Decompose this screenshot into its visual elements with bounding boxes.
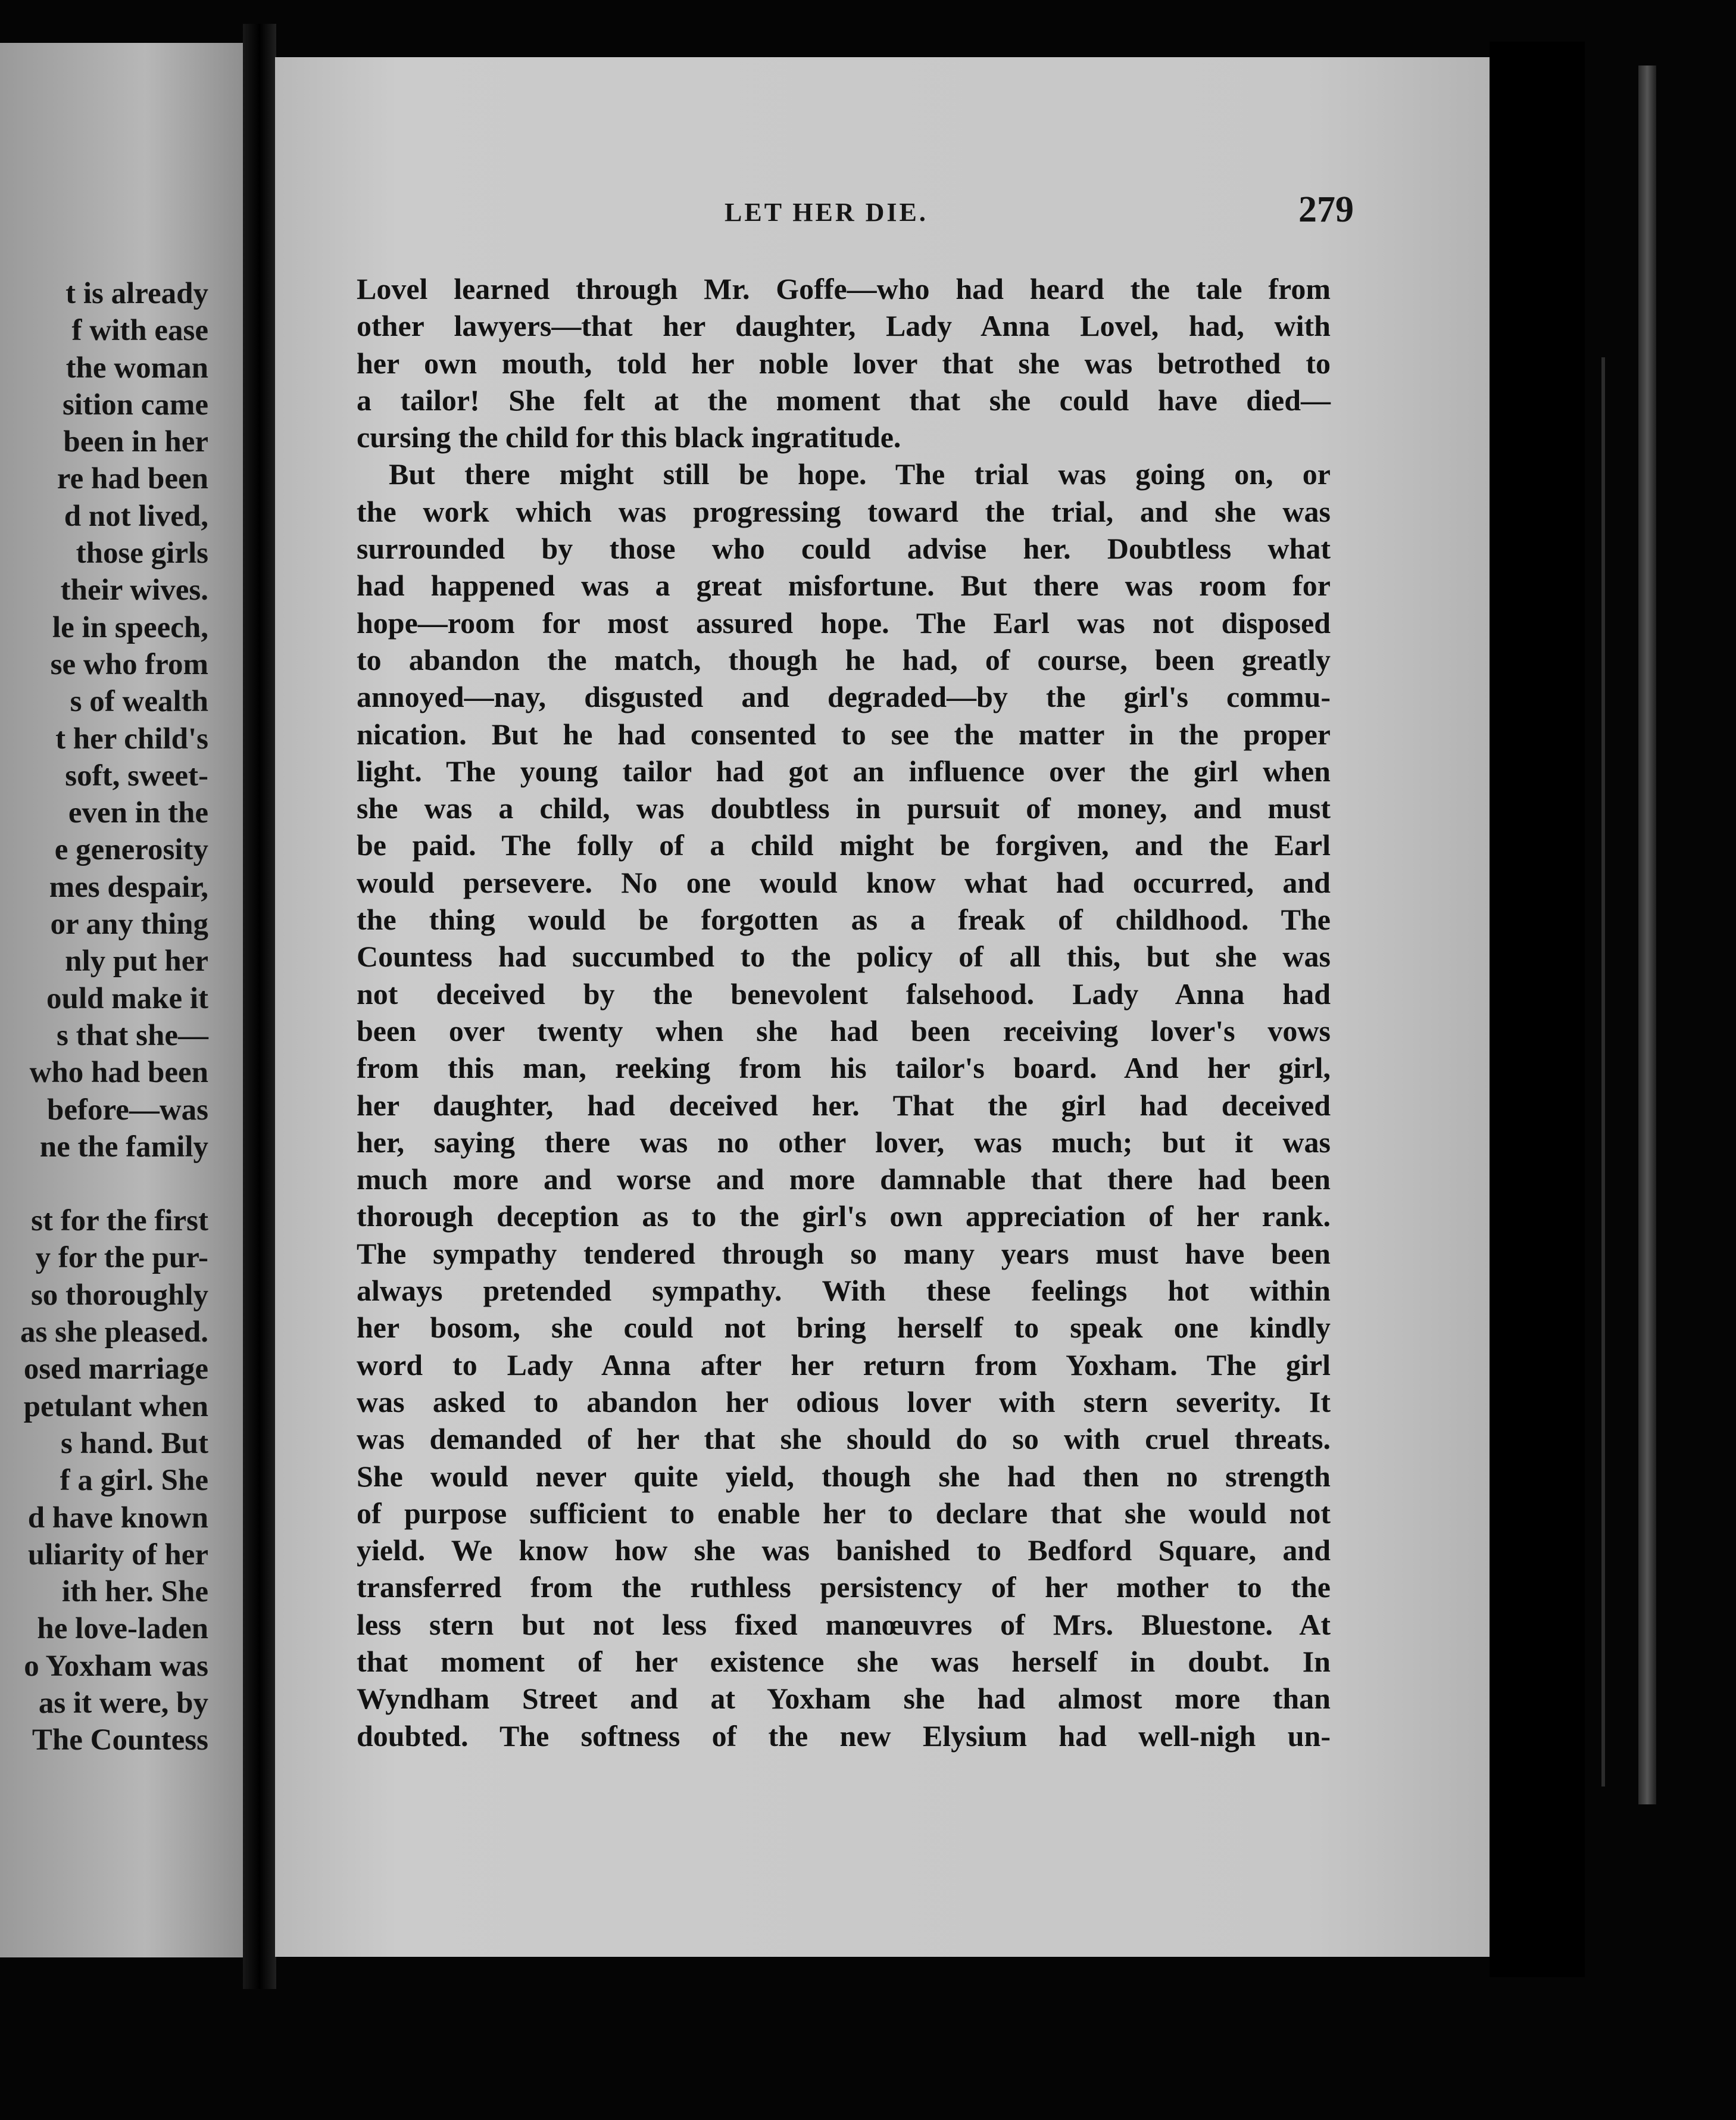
left-line: nly put her xyxy=(65,944,208,978)
text-line: other lawyers—that her daughter, Lady Anna Lovel, had, with xyxy=(357,309,1331,343)
left-line: the woman xyxy=(65,351,208,385)
text-line: light. The young tailor had got an influence over the girl when xyxy=(357,754,1331,788)
text-line: annoyed—nay, disgusted and degraded—by the girl's commu- xyxy=(357,680,1331,714)
book-gutter xyxy=(243,24,276,1989)
left-line: s of wealth xyxy=(70,685,208,719)
text-line: had happened was a great misfortune. But there was room for xyxy=(357,569,1331,603)
text-line: been over twenty when she had been receiving lover's vows xyxy=(357,1014,1331,1047)
text-line: The sympathy tendered through so many years must have been xyxy=(357,1236,1331,1270)
left-line: before—was xyxy=(46,1093,208,1127)
text-line: the thing would be forgotten as a freak of childhood. The xyxy=(357,903,1331,937)
text-line: yield. We know how she was banished to Bedford Square, and xyxy=(357,1533,1331,1567)
left-line: d not lived, xyxy=(64,499,208,533)
text-line: her bosom, she could not bring herself to speak one kindly xyxy=(357,1311,1331,1345)
left-line: as she pleased. xyxy=(20,1315,208,1349)
page-number: 279 xyxy=(1298,189,1354,230)
left-line: sition came xyxy=(62,388,208,422)
left-line: uliarity of her xyxy=(27,1538,208,1572)
left-line: soft, sweet- xyxy=(65,759,208,793)
text-line: always pretended sympathy. With these feelings hot within xyxy=(357,1274,1331,1308)
left-line: he love-laden xyxy=(37,1612,208,1646)
text-line: hope—room for most assured hope. The Earl was not disposed xyxy=(357,606,1331,640)
text-line: She would never quite yield, though she had then no strength xyxy=(357,1459,1331,1493)
left-line: d have known xyxy=(27,1501,208,1535)
left-line: or any thing xyxy=(50,908,208,941)
left-line: ne the family xyxy=(39,1130,208,1164)
text-line: much more and worse and more damnable that there had been xyxy=(357,1162,1331,1196)
left-line: petulant when xyxy=(23,1389,208,1423)
text-line: a tailor! She felt at the moment that she could have died— xyxy=(357,383,1331,417)
running-head: LET HER DIE. xyxy=(725,198,928,227)
left-line: ould make it xyxy=(46,981,208,1015)
text-line: would persevere. No one would know what had occurred, and xyxy=(357,865,1331,899)
right-margin-shadow xyxy=(1490,42,1585,1977)
text-line: thorough deception as to the girl's own appreciation of her rank. xyxy=(357,1199,1331,1233)
book-edge-strip xyxy=(1638,66,1656,1804)
left-line: s hand. But xyxy=(60,1426,208,1460)
text-line: was asked to abandon her odious lover with stern severity. It xyxy=(357,1385,1331,1418)
left-line: as it were, by xyxy=(38,1686,208,1720)
left-line: re had been xyxy=(57,462,208,496)
page-header xyxy=(275,189,1490,245)
left-page-fragment xyxy=(0,43,243,1957)
left-line: le in speech, xyxy=(52,610,208,644)
left-line: y for the pur- xyxy=(35,1241,208,1275)
left-line: their wives. xyxy=(60,573,208,607)
left-line: been in her xyxy=(63,425,208,459)
left-line: The Countess xyxy=(32,1723,208,1757)
text-line: was demanded of her that she should do so with cruel threats. xyxy=(357,1422,1331,1456)
left-line: t is already xyxy=(65,277,208,310)
text-line: not deceived by the benevolent falsehood. Lady Anna had xyxy=(357,977,1331,1011)
left-line: f a girl. She xyxy=(60,1464,208,1498)
text-line: to abandon the match, though he had, of course, been greatly xyxy=(357,643,1331,676)
text-line: doubted. The softness of the new Elysium had well-nigh un- xyxy=(357,1719,1331,1753)
left-page-text xyxy=(0,275,208,1759)
text-line: the work which was progressing toward the trial, and she was xyxy=(357,494,1331,528)
left-line: o Yoxham was xyxy=(24,1649,208,1683)
left-line: who had been xyxy=(29,1056,208,1090)
text-line: nication. But he had consented to see the matter in the proper xyxy=(357,717,1331,751)
right-page xyxy=(275,57,1490,1957)
text-line: she was a child, was doubtless in pursuit of money, and must xyxy=(357,791,1331,825)
body-text xyxy=(357,270,1331,1754)
text-line: Lovel learned through Mr. Goffe—who had heard the tale from xyxy=(357,272,1331,305)
text-line: be paid. The folly of a child might be forgiven, and the Earl xyxy=(357,828,1331,862)
text-line: less stern but not less fixed manœuvres of Mrs. Bluestone. At xyxy=(357,1607,1331,1641)
left-line: f with ease xyxy=(71,314,208,348)
text-line: But there might still be hope. The trial was going on, or xyxy=(389,457,1331,491)
text-line: transferred from the ruthless persistency of her mother to the xyxy=(357,1570,1331,1604)
text-line: her, saying there was no other lover, was much; but it was xyxy=(357,1125,1331,1159)
text-line: cursing the child for this black ingratitude. xyxy=(357,420,901,454)
text-line: her own mouth, told her noble lover that she was betrothed to xyxy=(357,346,1331,380)
left-line: t her child's xyxy=(55,722,208,756)
left-line: ith her. She xyxy=(61,1575,208,1609)
left-line: mes despair, xyxy=(49,870,208,904)
text-line: from this man, reeking from his tailor's board. And her girl, xyxy=(357,1051,1331,1085)
left-line: e generosity xyxy=(54,833,208,867)
left-line: se who from xyxy=(50,647,208,681)
left-line: s that she— xyxy=(56,1018,208,1052)
paragraph-gap xyxy=(0,1165,208,1202)
left-line: those girls xyxy=(76,537,208,570)
page-edge-line xyxy=(1601,357,1605,1787)
left-line: even in the xyxy=(68,796,208,830)
text-line: that moment of her existence she was herself in doubt. In xyxy=(357,1644,1331,1678)
text-line: her daughter, had deceived her. That the girl had deceived xyxy=(357,1088,1331,1122)
left-line: osed marriage xyxy=(23,1352,208,1386)
text-line: word to Lady Anna after her return from Yoxham. The girl xyxy=(357,1348,1331,1382)
text-line: of purpose sufficient to enable her to declare that she would not xyxy=(357,1496,1331,1530)
text-line: Countess had succumbed to the policy of all this, but she was xyxy=(357,940,1331,974)
left-line: so thoroughly xyxy=(30,1278,208,1312)
left-line: st for the first xyxy=(31,1204,208,1238)
text-line: surrounded by those who could advise her. Doubtless what xyxy=(357,532,1331,566)
text-line: Wyndham Street and at Yoxham she had almost more than xyxy=(357,1682,1331,1716)
